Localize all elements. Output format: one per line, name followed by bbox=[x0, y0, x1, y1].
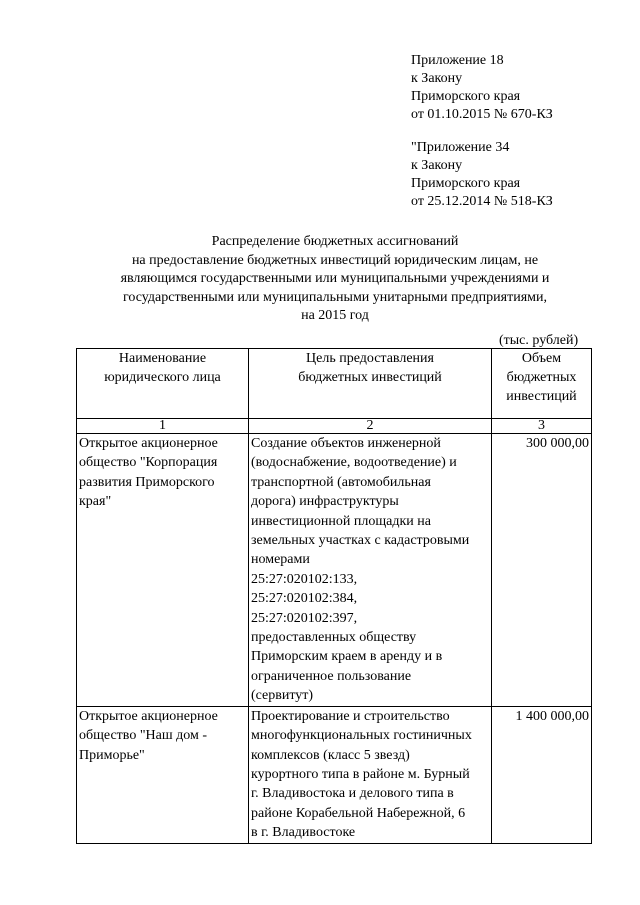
investment-purpose-line: комплексов (класс 5 звезд) bbox=[251, 747, 410, 763]
investment-amount-cell: 1 400 000,00 bbox=[492, 706, 592, 843]
appendix-number: Приложение 18 bbox=[411, 53, 504, 68]
investment-purpose-line: дорога) инфраструктуры bbox=[251, 494, 399, 510]
investment-purpose-line: г. Владивостока и делового типа в bbox=[251, 786, 454, 802]
investment-purpose-line: курортного типа в районе м. Бурный bbox=[251, 766, 470, 782]
investment-purpose-line: 25:27:020102:133, bbox=[251, 571, 358, 587]
entity-name-line: края" bbox=[79, 494, 112, 510]
appendix-number: "Приложение 34 bbox=[411, 140, 510, 155]
table-row bbox=[77, 434, 592, 707]
header-investment-amount: Объем бюджетных инвестиций bbox=[492, 349, 592, 419]
column-number: 3 bbox=[492, 419, 592, 434]
table-row bbox=[77, 706, 592, 843]
allocation-table bbox=[76, 348, 592, 844]
appendix-region: Приморского края bbox=[411, 89, 521, 104]
header-entity-name: Наименование юридического лица bbox=[77, 349, 249, 419]
investment-purpose-line: Приморским краем в аренду и в bbox=[251, 649, 443, 665]
investment-purpose-line: районе Корабельной Набережной, 6 bbox=[251, 805, 466, 821]
investment-purpose-line: 25:27:020102:397, bbox=[251, 610, 358, 626]
appendix-law-date-number: от 25.12.2014 № 518-КЗ bbox=[411, 194, 553, 209]
investment-purpose-line: в г. Владивостоке bbox=[251, 825, 356, 841]
investment-purpose-line: Проектирование и строительство bbox=[251, 708, 450, 724]
entity-name-line: Открытое акционерное bbox=[79, 436, 218, 451]
entity-name-line: Открытое акционерное bbox=[79, 708, 218, 724]
units-label: (тыс. рублей) bbox=[499, 333, 579, 348]
investment-purpose-line: земельных участках с кадастровыми bbox=[251, 533, 470, 549]
title-line: на предоставление бюджетных инвестиций юридическим лицам, не bbox=[131, 252, 539, 268]
investment-purpose-cell bbox=[249, 434, 492, 707]
investment-purpose-line: номерами bbox=[251, 552, 310, 568]
header-row bbox=[77, 349, 592, 419]
document-title bbox=[70, 233, 600, 326]
appendix-law-date-number: от 01.10.2015 № 670-КЗ bbox=[411, 107, 553, 122]
investment-purpose-line: транспортной (автомобильная bbox=[251, 474, 431, 490]
investment-purpose-line: многофункциональных гостиничных bbox=[251, 728, 472, 744]
title-line: государственными или муниципальными унитарными предприятиями, bbox=[123, 289, 547, 305]
investment-purpose-line: Создание объектов инженерной bbox=[251, 436, 441, 451]
entity-name-line: развития Приморского bbox=[79, 474, 215, 490]
header-investment-purpose: Цель предоставления бюджетных инвестиций bbox=[249, 349, 492, 419]
appendix-law-label: к Закону bbox=[411, 71, 463, 86]
entity-name-line: Приморье" bbox=[79, 747, 145, 763]
column-number: 2 bbox=[249, 419, 492, 434]
investment-purpose-line: ограниченное пользование bbox=[251, 668, 412, 684]
column-number: 1 bbox=[77, 419, 249, 434]
investment-purpose-cell bbox=[249, 706, 492, 843]
investment-purpose-line: (сервитут) bbox=[251, 688, 314, 704]
entity-name-cell bbox=[77, 434, 249, 707]
appendix-law-label: к Закону bbox=[411, 158, 463, 173]
title-line: являющимся государственными или муниципальными учреждениями и bbox=[120, 271, 550, 286]
entity-name-line: общество "Корпорация bbox=[79, 455, 218, 471]
title-line: на 2015 год bbox=[301, 308, 369, 323]
investment-purpose-line: предоставленных обществу bbox=[251, 630, 417, 646]
investment-purpose-line: (водоснабжение, водоотведение) и bbox=[251, 455, 457, 471]
appendix-original-reference bbox=[411, 139, 553, 211]
title-line: Распределение бюджетных ассигнований bbox=[211, 234, 459, 249]
investment-amount-cell: 300 000,00 bbox=[492, 434, 592, 707]
entity-name-line: общество "Наш дом - bbox=[79, 728, 208, 744]
column-number-row bbox=[77, 419, 592, 434]
appendix-region: Приморского края bbox=[411, 176, 521, 191]
entity-name-cell bbox=[77, 706, 249, 843]
investment-purpose-line: инвестиционной площадки на bbox=[251, 513, 431, 529]
investment-purpose-line: 25:27:020102:384, bbox=[251, 591, 358, 607]
appendix-current-reference bbox=[411, 52, 553, 124]
